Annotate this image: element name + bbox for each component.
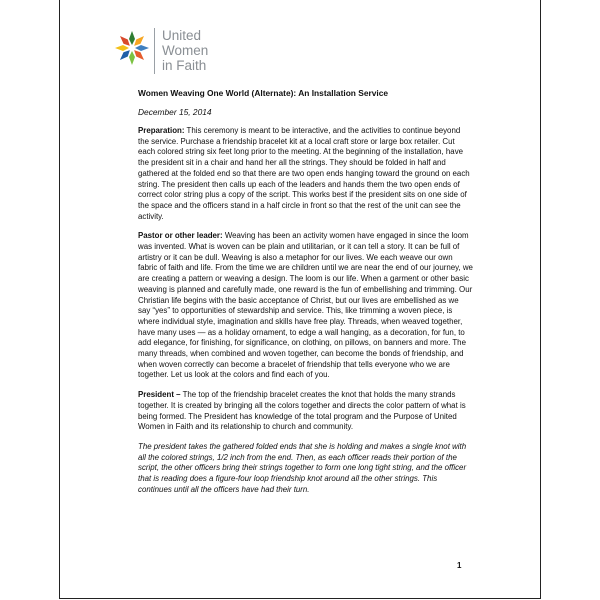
document-page <box>59 0 541 599</box>
logo-line-1: United <box>162 28 202 43</box>
preparation-heading: Preparation: <box>138 126 185 135</box>
president-heading: President – <box>138 390 181 400</box>
logo-line-3: in Faith <box>162 58 207 73</box>
organization-logo <box>114 28 234 76</box>
president-paragraph <box>138 390 473 433</box>
logo-petal <box>118 48 132 62</box>
page-number: 1 <box>457 561 462 570</box>
logo-petal <box>135 45 149 51</box>
logo-petal <box>129 31 135 45</box>
logo-petal <box>129 51 135 65</box>
logo-cross-icon <box>114 28 150 68</box>
instruction-paragraph: The president takes the gathered folded ends that she is holding and makes a single knot with all the colored strings, 1/2 inch from the end. Then, as each officer reads their portion of the script, the other officers bring their strings together to form one long tight string, and the officer that is reading does a figure-four loop friendship knot around all the other strings. This continues until all the officers have had their turn. <box>138 441 467 494</box>
logo-petal <box>115 45 129 51</box>
logo-wordmark <box>162 28 208 73</box>
logo-line-2: Women <box>162 43 209 58</box>
document-date: December 15, 2014 <box>138 107 212 117</box>
logo-petal <box>132 34 146 48</box>
pastor-heading: Pastor or other leader: <box>138 231 223 241</box>
logo-divider <box>154 28 155 74</box>
document-body <box>138 88 473 505</box>
pastor-paragraph <box>138 231 473 381</box>
pastor-text: Weaving has been an activity women have engaged in since the loom was invented. What is woven can be plain and utilitarian, or it can tell a story. It can be full of artistry or it can be dull. Weaving is also a metaphor for our lives. We each weave our own fabric of faith and life. From the time we are children until we are near the end of our journey, we are creating a pattern or weaving a design. The loom is our life. When a garment or other basic weaving is planned and carefully made, one reward is the fun of embellishing and trimming. Our Christian life begins with the basic acceptance of Christ, but our lives are embellished as we say “yes” to opportunities of stewardship and service. This, like trimming a woven piece, is where individual style, imagination and skills have free play. Threads, when weaved together, have many uses — as a holiday ornament, to edge a wall hanging, as a decoration, for fun, to add elegance, for finishing, for significance, on clothing, on pillows, on banners and more. The many threads, when combined and woven together, can become the bonds of friendship, and when woven correctly can become a bracelet of friendship that tells everyone who we are together. Let us look at the colors and find each of you. <box>138 231 473 380</box>
logo-petal <box>118 34 132 48</box>
document-title: Women Weaving One World (Alternate): An Installation Service <box>138 88 389 98</box>
logo-petal <box>132 48 146 62</box>
preparation-text: This ceremony is meant to be interactive, and the activities to continue beyond the service. Purchase a friendship bracelet kit at a local craft store or large box retailer. Cut each colored string six feet long prior to the meeting. At the beginning of the installation, have the president sit in a chair and hand her all the strings. They should be folded in half and gathered at the folded end so that there are two open ends hanging toward the ground on each string. The president then calls up each of the leaders and hands them the two open ends of correct color string plus a copy of the script. This works best if the president sits on one side of the space and the officers stand in a half circle in front so that the rest of the unit can see the activity. <box>138 126 470 221</box>
president-text: The top of the friendship bracelet creates the knot that holds the many strands together. It is created by bringing all the colors together and directs the color pattern of what is being formed. The President has knowledge of the total program and the Purpose of United Women in Faith and its relationship to church and community. <box>138 390 466 432</box>
preparation-paragraph <box>138 126 473 222</box>
